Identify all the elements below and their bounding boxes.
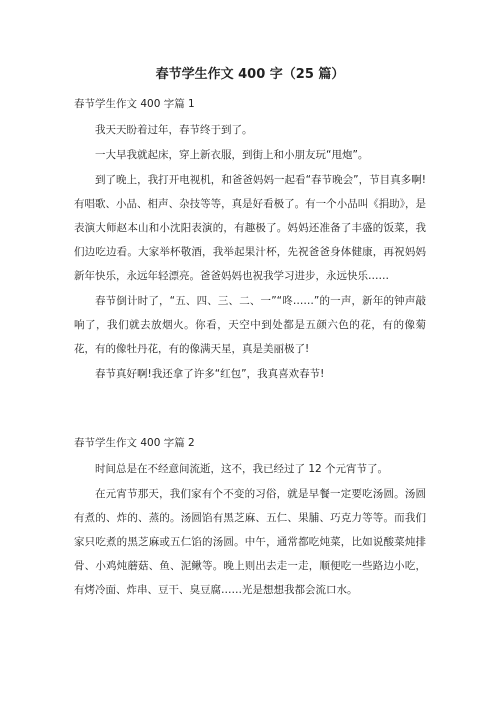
section-2 (74, 435, 426, 602)
paragraph: 春节倒计时了，“五、四、三、二、一”“咚……”的一声，新年的钟声敲响了，我们就去放烟火。你看，天空中到处都是五颜六色的花，有的像菊花，有的像牡丹花，有的像满天星，真是美丽极了! (74, 295, 426, 355)
paragraph: 在元宵节那天，我们家有个不变的习俗，就是早餐一定要吃汤圆。汤圆有煮的、炸的、蒸的。汤圆馅有黑芝麻、五仁、果脯、巧克力等等。而我们家只吃煮的黑芝麻或五仁馅的汤圆。中午，通常都吃炖菜，比如说酸菜炖排骨、小鸡炖蘑菇、鱼、泥鳅等。晚上则出去走一走，顺便吃一些路边小吃，有烤冷面、炸串、豆干、臭豆腐……光是想想我都会流口水。 (74, 488, 426, 596)
section-1 (74, 96, 426, 386)
section-heading: 春节学生作文 400 字篇 1 (74, 98, 195, 110)
paragraph: 到了晚上，我打开电视机，和爸爸妈妈一起看“春节晚会”，节目真多啊!有唱歌、小品、相声、杂技等等，真是好看极了。有一个小品叫《捐助》，是表演大师赵本山和小沈阳表演的，有趣极了。妈妈还准备了丰盛的饭菜，我们边吃边看。大家举杯敬酒，我举起果汁杯，先祝爸爸身体健康，再祝妈妈新年快乐，永远年轻漂亮。爸爸妈妈也祝我学习进步，永远快乐…… (74, 174, 426, 282)
paragraph: 我天天盼着过年，春节终于到了。 (95, 124, 253, 136)
paragraph: 时间总是在不经意间流逝，这不，我已经过了 12 个元宵节了。 (95, 463, 389, 475)
document-title: 春节学生作文 400 字（25 篇） (155, 67, 345, 82)
section-heading: 春节学生作文 400 字篇 2 (74, 437, 195, 449)
paragraph: 春节真好啊!我还拿了许多“红包”，我真喜欢春节! (95, 368, 325, 380)
paragraph: 一大早我就起床，穿上新衣服，到街上和小朋友玩“甩炮”。 (95, 149, 369, 161)
section-spacer (74, 387, 426, 435)
